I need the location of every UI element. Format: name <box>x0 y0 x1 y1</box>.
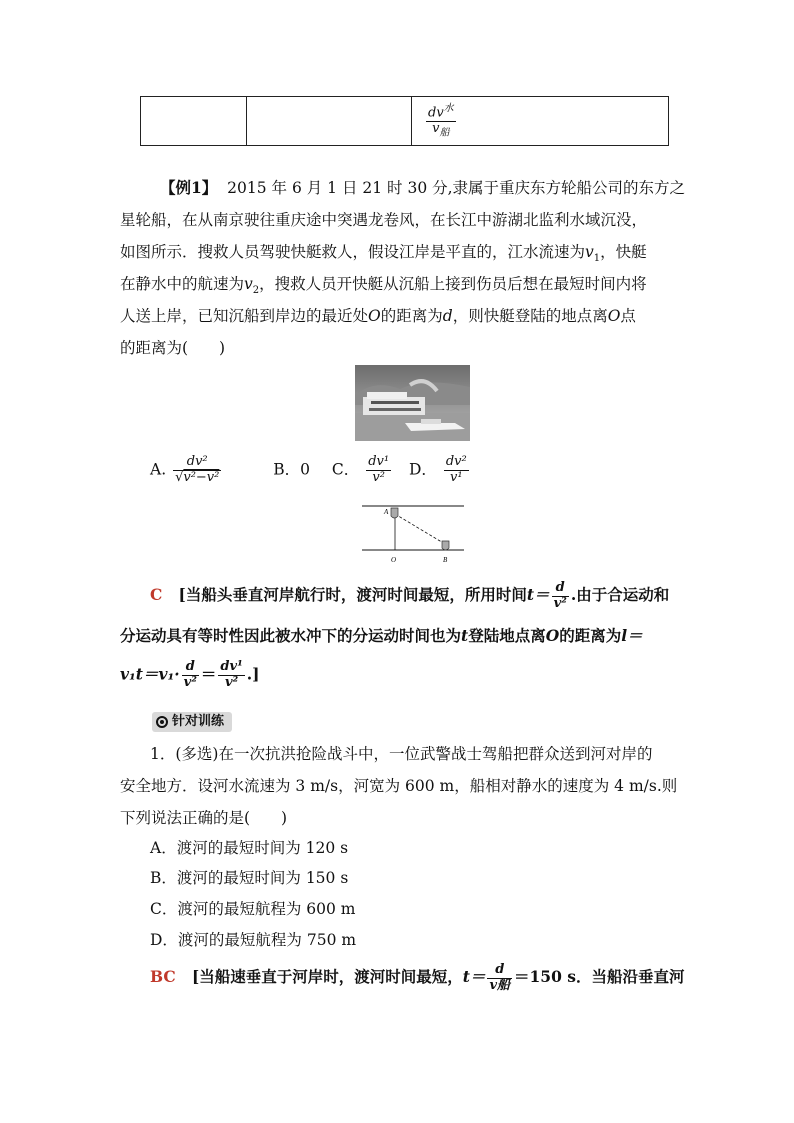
option-a-label: A. <box>150 460 167 479</box>
example-line-1: 【例1】 2015 年 6 月 1 日 21 时 30 分,隶属于重庆东方轮船公司的东方之 <box>160 178 686 197</box>
label-o: O <box>391 556 397 564</box>
q1-line-3: 下列说法正确的是( ) <box>120 809 288 827</box>
ship-photo <box>355 365 470 441</box>
q1-line-1: 1．(多选)在一次抗洪抢险战斗中，一位武警战士驾船把群众送到河对岸的 <box>150 745 653 763</box>
option-b: B．0 <box>273 460 311 479</box>
table-formula: $\frac{dv^水}{v_船}$ <box>428 102 454 139</box>
table-cell-3 <box>412 97 669 146</box>
example-line-4: 在静水中的航速为$v_2$，搜救人员开快艇从沉船上接到伤员后想在最短时间内将 <box>120 275 647 297</box>
option-c-formula: $\frac{\text{dv¹}}{\text{v²}}$ <box>368 454 390 485</box>
example-line-2: 星轮船，在从南京驶往重庆途中突遇龙卷风，在长江中游湖北监利水域沉没， <box>120 211 648 229</box>
top-table <box>140 96 669 146</box>
practice-badge: 针对训练 <box>152 710 232 732</box>
label-b: B <box>443 556 448 564</box>
options-row <box>150 455 471 486</box>
answer1-line-2: 分运动具有等时性因此被水冲下的分运动时间也为t登陆地点离O的距离为l＝ <box>120 626 643 645</box>
example-line-6: 的距离为( ) <box>120 339 226 357</box>
example-line-3: 如图所示．搜救人员驾驶快艇救人，假设江岸是平直的，江水流速为$v_1$，快艇 <box>120 243 647 265</box>
table-cell-1 <box>141 97 247 146</box>
boat-a-icon <box>391 508 398 518</box>
answer2-line-1: BC [当船速垂直于河岸时，渡河时间最短，t＝ $\frac{d}{\text{v船}}$ ＝150 s．当船沿垂直河 <box>150 961 685 993</box>
dashed-path <box>395 514 445 544</box>
option-d-formula: $\frac{\text{dv²}}{\text{v¹}}$ <box>445 454 467 485</box>
answer1-line-1: C [当船头垂直河岸航行时，渡河时间最短，所用时间t＝ $\frac{d}{\text{v²}}$ .由于合运动和 <box>150 579 670 611</box>
river-diagram <box>360 500 470 568</box>
option-c-label: C． <box>331 460 360 479</box>
target-icon <box>156 716 168 728</box>
answer1-line-3: v₁t＝v₁· $\frac{d}{\text{v²}}$ ＝ $\frac{\text{dv¹}}{\text{v²}}$ .] <box>120 659 260 690</box>
answer2-letter: BC <box>150 967 176 986</box>
q1-option-c: C．渡河的最短航程为 600 m <box>150 900 356 918</box>
answer1-letter: C <box>150 585 163 604</box>
q1-line-2: 安全地方．设河水流速为 3 m/s，河宽为 600 m，船相对静水的速度为 4 m/s.则 <box>120 777 678 795</box>
option-a-formula: $\frac{\text{dv²}}{\text{√v²−v²}}$ <box>175 454 220 485</box>
q1-option-b: B．渡河的最短时间为 150 s <box>150 869 349 887</box>
label-a: A <box>384 508 389 516</box>
table-cell-2 <box>247 97 412 146</box>
q1-option-a: A．渡河的最短时间为 120 s <box>150 839 349 857</box>
q1-option-d: D．渡河的最短航程为 750 m <box>150 931 357 949</box>
option-d-label: D． <box>408 460 437 479</box>
example-label: 【例1】 <box>160 178 218 197</box>
boat-b-icon <box>442 541 449 550</box>
example-line-5: 人送上岸，已知沉船到岸边的最近处O的距离为d，则快艇登陆的地点离O点 <box>120 307 636 325</box>
